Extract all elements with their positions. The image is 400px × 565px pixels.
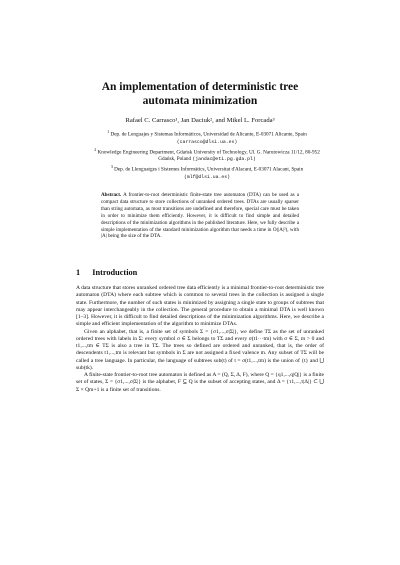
section-number: 1	[76, 268, 81, 277]
affiliation-1	[92, 128, 322, 146]
title-line-2: automata minimization	[142, 95, 258, 107]
paragraph-3: A finite-state frontier-to-root tree automaton is defined as A = (Q, Σ, Δ, F), where Q = {q1,...,q|Q|} is a finite set of states, Σ = {σ1,...,σ|Σ|} is the alphabet, F ⊆ Q is the subset of accepting states, and Δ = {τ1,...,τ|Δ|} ⊂ ⋃ Σ × Qm+1 is a finite set of transitions.	[76, 372, 324, 393]
section-heading	[76, 268, 137, 277]
paper-title	[60, 80, 340, 108]
paragraph-1: A data structure that stores unranked ordered tree data efficiently is a minimal frontier-to-root deterministic tree automaton (DTA) where each subtree which is common to several trees in the collection is assigned a single state. Furthermore, the number of such states is minimized by assigning a single state to groups of subtrees that may appear interchangeably in the collection. The general procedure to obtain a minimal DTA is well known [1–3]. However, it is difficult to find detailed descriptions of the minimization algorithms. Here, we describe a simple and efficient implementation of the algorithm to minimize DTAs.	[76, 285, 324, 328]
affiliation-marker: 2	[94, 146, 97, 152]
paragraph-2: Given an alphabet, that is, a finite set of symbols Σ = {σ1,...,σ|Σ|}, we define TΣ as the set of unranked ordered trees with labels in Σ: every symbol σ ∈ Σ belongs to TΣ and every σ(t1···tm) with σ ∈ Σ, m > 0 and t1,...,tm ∈ TΣ is also a tree in TΣ. The trees so defined are ordered and unranked, that is, the order of descendents t1,...,tm is relevant but symbols in Σ are not assigned a fixed valence m. Any subset of TΣ will be called a tree language. In particular, the language of subtrees sub(t) of t = σ(t1,...,tm) is the union of {t} and ⋃ sub(tk).	[76, 328, 324, 371]
body-text	[76, 285, 324, 394]
affiliation-email: (mlf@dlsi.ua.es)	[183, 175, 231, 181]
abstract	[101, 192, 299, 240]
affiliation-text: Dep. de Llenguatges i Sistemes Informàtics, Universitat d'Alacant, E-03071 Alacant, Spain	[114, 167, 304, 174]
affiliation-3	[92, 163, 322, 181]
affiliation-email: (jandac@eti.pg.gda.pl)	[192, 157, 256, 163]
abstract-text: A frontier-to-root deterministic finite-state tree automaton (DTA) can be used as a compact data structure to store collections of unranked ordered trees. DTAs are usually sparser than string automata, as most transitions are undefined and therefore, special care must be taken in order to minimize them efficiently. However, it is difficult to find simple and detailed descriptions of the minimization algorithms in the published literature. Here, we fully describe a simple implementation of the standard minimization algorithm that needs a time in O(|A|²), with |A| being the size of the DTA.	[101, 192, 299, 240]
affiliation-2	[92, 146, 322, 164]
section-title: Introduction	[92, 268, 138, 277]
affiliation-marker: 1	[107, 129, 110, 134]
affiliation-list	[92, 128, 322, 181]
affiliation-text: Knowledge Engineering Department, Gdańsk University of Technology, Ul. G. Narutowicza 11/12, 80-952 Gdańsk, Poland	[97, 149, 320, 163]
affiliation-email: (carrasco@dlsi.ua.es)	[176, 139, 238, 145]
author-list: Rafael C. Carrasco¹, Jan Daciuk², and Mikel L. Forcada³	[125, 117, 275, 124]
title-line-1: An implementation of deterministic tree	[101, 81, 299, 93]
affiliation-text: Dep. de Lenguajes y Sistemas Informáticos, Universidad de Alicante, E-03071 Alicante, Spain	[110, 131, 307, 138]
affiliation-marker: 3	[110, 164, 113, 170]
abstract-label: Abstract.	[101, 192, 122, 198]
